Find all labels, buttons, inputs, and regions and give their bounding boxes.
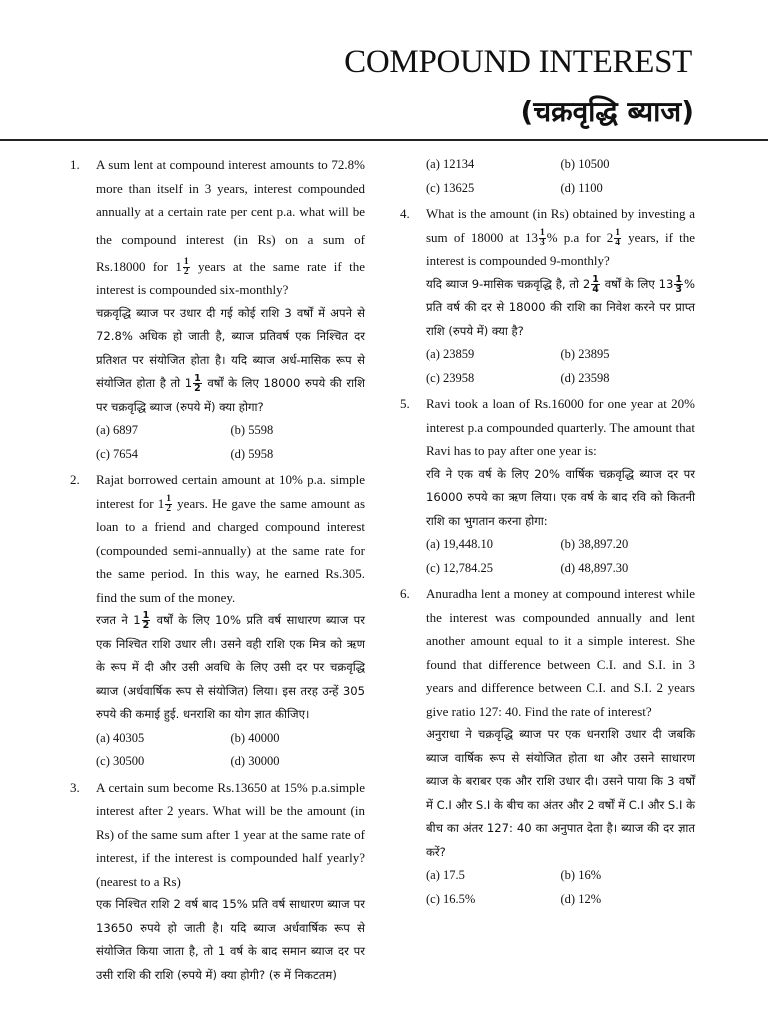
left-column	[70, 153, 365, 989]
question-2	[70, 468, 365, 774]
question-number: 3.	[70, 779, 80, 795]
question-1	[70, 153, 365, 466]
option-a: (a) 6897	[96, 423, 138, 437]
question-text-en: What is the amount (in Rs) obtained by investing a sum of 18000 at 13 $\frac{1}{3}$ % p.a for 2 $\frac{1}{4}$ years, if the interest is compounded 9-monthly?	[426, 206, 695, 268]
option-a: (a) 23859	[426, 347, 475, 361]
page-title-hindi: (चक्रवृद्धि ब्याज)	[520, 95, 694, 128]
question-text-en: A certain sum become Rs.13650 at 15% p.a.simple interest after 2 years. What will be the amount (in Rs) of the same sum after 1 year at the same rate of interest, if the interest is compounded half yearly? (nearest to a Rs)	[96, 779, 365, 889]
question-6	[400, 582, 695, 911]
question-text-hi: रजत ने 1 $\frac{1}{2}$ वर्षों के लिए 10% प्रति वर्ष साधारण ब्याज पर एक निश्चित राशि उधार ली। उसने वही राशि एक मित्र को ऋण के रूप में दी और उसी अवधि के लिए उसी दर पर चक्रवृद्धि ब्याज (अर्धवार्षिक रूप से संयोजित) लिया। इस तरह उन्हें 305 रुपये की कमाई हुई. धनराशि का योग ज्ञात कीजिए।	[96, 610, 365, 721]
question-text-hi: रवि ने एक वर्ष के लिए 20% वार्षिक चक्रवृद्धि ब्याज दर पर 16000 रुपये का ऋण लिया। एक वर्ष के बाद रवि को कितनी राशि का भुगतान करना होगा:	[426, 466, 695, 528]
option-d: (d) 48,897.30	[560, 560, 629, 575]
option-a: (a) 12134	[426, 157, 475, 171]
title-divider	[0, 139, 768, 141]
answer-options	[96, 419, 365, 466]
question-text-hi: चक्रवृद्धि ब्याज पर उधार दी गई कोई राशि 3 वर्षों में अपने से 72.8% अधिक हो जाती है, ब्याज प्रतिवर्ष एक निश्चित दर प्रतिशत पर संयोजित होता है। यदि ब्याज अर्ध-मासिक रूप से संयोजित होता है तो 1 $\frac{1}{2}$ वर्षों के लिए 18000 रुपये की राशि पर चक्रवृद्धि ब्याज (रुपये में) क्या होगा?	[96, 305, 365, 414]
option-b: (b) 10500	[560, 157, 610, 171]
question-number: 2.	[70, 472, 80, 487]
question-number: 6.	[400, 586, 410, 601]
fraction-one-quarter: $\frac{1}{4}$	[592, 273, 599, 295]
question-text-en: A sum lent at compound interest amounts to 72.8% more than itself in 3 years, interest compounded annually at a certain rate per cent p.a. what will be the compound interest (in Rs) on a sum of Rs.18000 for 1 $\frac{1}{2}$ years at the same rate if the interest is compounded six-monthly?	[96, 157, 365, 297]
question-text-en: Anuradha lent a money at compound interest while the interest was compounded annually and lent another amount equal to it a simple interest. She found that difference between C.I. and S.I. in 3 years and difference between C.I. and S.I. 2 years give ratio 127: 40. Find the rate of interest?	[426, 586, 695, 719]
question-text-en: Rajat borrowed certain amount at 10% p.a. simple interest for 1 $\frac{1}{2}$ years. He gave the same amount as loan to a friend and charged compound interest (compounded semi-annually) at the same rate for the same period. In this way, he earned Rs.305. find the sum of the money.	[96, 472, 365, 605]
question-text-hi: एक निश्चित राशि 2 वर्ष बाद 15% प्रति वर्ष साधारण ब्याज पर 13650 रुपये हो जाती है। यदि ब्याज अर्धवार्षिक रूप से संयोजित किया जाता है, तो 1 वर्ष के बाद समान ब्याज दर पर उसी राशि की राशि (रुपये में) क्या होगी? (रु में निकटतम)	[96, 897, 365, 982]
question-text-hi: अनुराधा ने चक्रवृद्धि ब्याज पर एक धनराशि उधार दी जबकि ब्याज वार्षिक रूप से संयोजित होता था और उसने साधारण ब्याज के बराबर एक और राशि उधार दी। उसने पाया कि 3 वर्षों में C.I और S.I के बीच का अंतर और 2 वर्षों में C.I और S.I के बीच का अंतर 127: 40 का अनुपात देता है। ब्याज की दर ज्ञात करें?	[426, 727, 695, 859]
option-c: (c) 30500	[96, 754, 145, 768]
option-d: (d) 1100	[560, 180, 603, 195]
page-title: COMPOUND INTEREST	[344, 44, 692, 80]
answer-options	[426, 343, 695, 390]
question-text-hi: यदि ब्याज 9-मासिक चक्रवृद्धि है, तो 2 $\frac{1}{4}$ वर्षों के लिए 13 $\frac{1}{3}$ % प्रति वर्ष की दर से 18000 की राशि का निवेश करने पर प्राप्त राशि (रुपये में) क्या है?	[426, 273, 695, 338]
question-4	[400, 202, 695, 390]
fraction-one-half: $\frac{1}{2}$	[166, 494, 172, 515]
option-b: (b) 38,897.20	[560, 537, 629, 551]
fraction-one-half: $\frac{1}{2}$	[194, 373, 201, 394]
option-a: (a) 40305	[96, 730, 145, 745]
option-b: (b) 23895	[560, 347, 610, 361]
option-c: (c) 12,784.25	[426, 560, 493, 575]
fraction-one-third: $\frac{1}{3}$	[540, 228, 545, 249]
option-c: (c) 16.5%	[426, 891, 476, 906]
question-number: 5.	[400, 396, 410, 411]
fraction-one-third: $\frac{1}{3}$	[675, 273, 682, 295]
question-number: 1.	[70, 157, 80, 172]
answer-options	[426, 533, 695, 580]
fraction-one-half: $\frac{1}{2}$	[142, 610, 150, 631]
option-c: (c) 7654	[96, 446, 138, 461]
answer-options	[96, 727, 365, 774]
fraction-one-quarter: $\frac{1}{4}$	[615, 228, 620, 249]
option-a: (a) 17.5	[426, 868, 465, 882]
option-b: (b) 40000	[230, 730, 280, 745]
option-b: (b) 5598	[230, 423, 274, 437]
option-d: (d) 12%	[560, 891, 602, 906]
question-text-en: Ravi took a loan of Rs.16000 for one year at 20% interest p.a compounded quarterly. The amount that Ravi has to pay after one year is:	[426, 396, 695, 458]
option-c: (c) 23958	[426, 370, 475, 385]
option-a: (a) 19,448.10	[426, 537, 493, 551]
right-column	[400, 153, 695, 913]
question-5	[400, 392, 695, 580]
option-d: (d) 30000	[230, 754, 280, 768]
option-c: (c) 13625	[426, 180, 475, 195]
answer-options	[426, 864, 695, 911]
answer-options	[426, 153, 695, 200]
question-3-continued	[400, 153, 695, 200]
fraction-one-half: $\frac{1}{2}$	[183, 257, 189, 278]
question-number: 4.	[400, 206, 410, 221]
option-d: (d) 23598	[560, 370, 610, 385]
option-b: (b) 16%	[560, 868, 602, 882]
question-3	[70, 776, 365, 988]
option-d: (d) 5958	[230, 446, 274, 461]
